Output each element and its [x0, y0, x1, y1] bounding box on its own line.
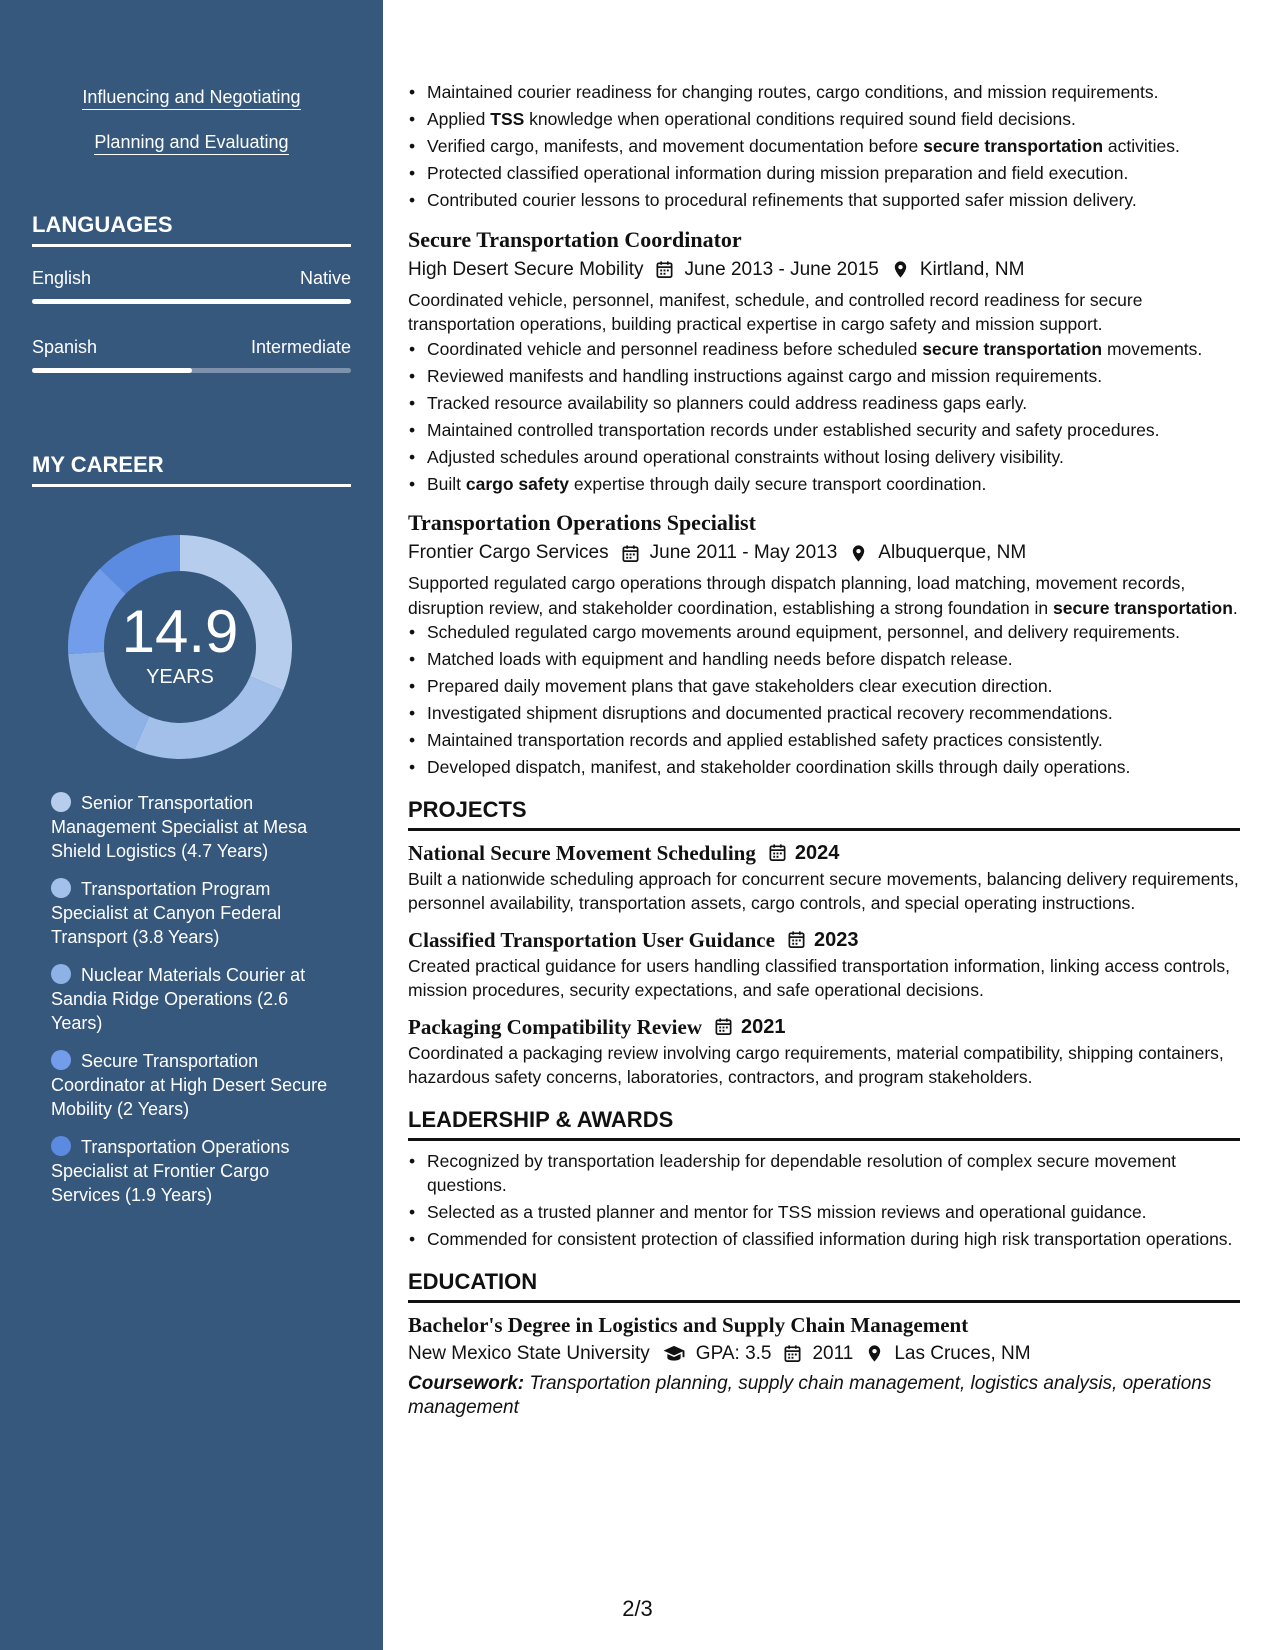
job-summary: Supported regulated cargo operations through dispatch planning, load matching, movement records, disruption review, and stakeholder coordination, establishing a strong foundation in secure transportation. — [408, 573, 1238, 618]
location-pin-icon — [849, 544, 868, 563]
list-item: • Applied TSS knowledge when operational conditions required sound field decisions. — [408, 107, 1240, 132]
project-title: Packaging Compatibility Review — [408, 1014, 702, 1039]
calendar-icon — [787, 930, 806, 949]
list-item: • Reviewed manifests and handling instructions against cargo and mission requirements. — [408, 364, 1240, 389]
career-legend-item: Nuclear Materials Courier at Sandia Ridge Operations (2.6 Years) — [51, 965, 306, 1033]
education-heading: EDUCATION — [408, 1268, 1240, 1303]
language-level: Intermediate — [250, 337, 351, 357]
legend-dot — [51, 878, 71, 898]
list-item: • Developed dispatch, manifest, and stakeholder coordination skills through daily operations. — [408, 755, 1240, 780]
list-item: • Contributed courier lessons to procedural refinements that supported safer mission delivery. — [408, 188, 1240, 213]
career-legend-item: Transportation Operations Specialist at Frontier Cargo Services (1.9 Years) — [51, 1137, 290, 1205]
sidebar — [0, 0, 383, 1650]
skill-item: Influencing and Negotiating — [0, 87, 383, 108]
previous-job-bullets — [408, 80, 1240, 213]
list-item: • Verified cargo, manifests, and movement documentation before secure transportation activities. — [408, 134, 1240, 159]
list-item: • Adjusted schedules around operational constraints without losing delivery visibility. — [408, 445, 1240, 470]
legend-dot — [51, 792, 71, 812]
job-meta — [408, 538, 1240, 568]
list-item: • Commended for consistent protection of classified information during high risk transportation operations. — [408, 1227, 1240, 1252]
graduation-year: 2011 — [812, 1342, 854, 1364]
career-donut-segment — [68, 652, 149, 750]
project-title-row — [408, 926, 1240, 954]
calendar-icon — [714, 1017, 733, 1036]
project-title: National Secure Movement Scheduling — [408, 840, 756, 865]
school-location: Las Cruces, NM — [894, 1342, 1031, 1364]
page-number: 2/3 — [622, 1596, 653, 1621]
job-title: Secure Transportation Coordinator — [408, 226, 742, 252]
school-name: New Mexico State University — [408, 1342, 650, 1364]
location-pin-icon — [891, 260, 910, 279]
project-year: 2023 — [813, 928, 859, 951]
education-meta — [408, 1339, 1240, 1369]
job-meta — [408, 255, 1240, 285]
career-donut-chart — [60, 527, 300, 767]
list-item: • Prepared daily movement plans that gave stakeholders clear execution direction. — [408, 674, 1240, 699]
list-item: • Investigated shipment disruptions and documented practical recovery recommendations. — [408, 701, 1240, 726]
degree-title: Bachelor's Degree in Logistics and Supply Chain Management — [408, 1312, 969, 1337]
calendar-icon — [621, 544, 640, 563]
job-title: Transportation Operations Specialist — [408, 510, 756, 535]
list-item: • Coordinated vehicle and personnel readiness before scheduled secure transportation movements. — [408, 337, 1240, 362]
career-donut-segment — [134, 676, 283, 759]
list-item: • Tracked resource availability so planners could address readiness gaps early. — [408, 391, 1240, 416]
main-content — [408, 0, 1240, 1420]
project-description: Coordinated a packaging review involving cargo requirements, material compatibility, shipping containers, hazardous safety concerns, laboratories, contractors, and program stakeholders. — [408, 1042, 1224, 1087]
language-name: Spanish — [32, 337, 98, 357]
project-title: Classified Transportation User Guidance — [408, 927, 775, 952]
legend-dot — [51, 964, 71, 984]
list-item: • Recognized by transportation leadership for dependable resolution of complex secure movement questions. — [408, 1149, 1240, 1198]
career-legend-item: Secure Transportation Coordinator at High Desert Secure Mobility (2 Years) — [51, 1051, 328, 1119]
job-location: Albuquerque, NM — [878, 542, 1027, 563]
coursework-text: Transportation planning, supply chain management, logistics analysis, operations management — [408, 1372, 1212, 1418]
project-title-row — [408, 1013, 1240, 1041]
job-summary: Coordinated vehicle, personnel, manifest, schedule, and controlled record readiness for secure transportation operations, building practical expertise in cargo safety and mission support. — [408, 289, 1143, 334]
career-legend-item: Transportation Program Specialist at Canyon Federal Transport (3.8 Years) — [51, 879, 282, 947]
project-year: 2021 — [741, 1015, 786, 1038]
legend-dot — [51, 1136, 71, 1156]
skill-item: Planning and Evaluating — [0, 132, 383, 153]
location-pin-icon — [865, 1344, 884, 1363]
language-row — [32, 337, 351, 358]
job-dates: June 2011 - May 2013 — [649, 542, 838, 563]
gpa: GPA: 3.5 — [695, 1342, 772, 1364]
project-year: 2024 — [794, 841, 840, 864]
coursework-label: Coursework: — [408, 1372, 525, 1394]
list-item: • Maintained controlled transportation records under established security and safety procedures. — [408, 418, 1240, 443]
language-proficiency-fill — [32, 299, 351, 304]
list-item: • Protected classified operational information during mission preparation and field execution. — [408, 161, 1240, 186]
language-level: Native — [299, 268, 351, 288]
list-item: • Selected as a trusted planner and mentor for TSS mission reviews and operational guidance. — [408, 1200, 1240, 1225]
graduation-cap-icon — [662, 1344, 686, 1363]
awards-heading: LEADERSHIP & AWARDS — [408, 1106, 1240, 1141]
list-item: • Scheduled regulated cargo movements around equipment, personnel, and delivery requirements. — [408, 620, 1240, 645]
list-item: • Maintained transportation records and applied established safety practices consistently. — [408, 728, 1240, 753]
projects-heading: PROJECTS — [408, 796, 1240, 831]
job-dates: June 2013 - June 2015 — [684, 258, 879, 280]
calendar-icon — [783, 1344, 802, 1363]
company-name: High Desert Secure Mobility — [408, 258, 644, 280]
calendar-icon — [768, 843, 787, 862]
career-total-unit: YEARS — [146, 666, 214, 688]
job-bullets — [408, 337, 1240, 497]
coursework — [408, 1372, 1240, 1420]
project-title-row — [408, 839, 1240, 867]
career-total-years: 14.9 — [121, 598, 239, 665]
language-proficiency-bar — [32, 368, 351, 373]
company-name: Frontier Cargo Services — [408, 542, 609, 563]
calendar-icon — [655, 260, 674, 279]
job-location: Kirtland, NM — [919, 258, 1025, 280]
career-heading: MY CAREER — [32, 452, 351, 487]
project-description: Created practical guidance for users handling classified transportation information, linking access controls, mission procedures, security expectations, and safe operational decisions. — [408, 955, 1230, 1000]
language-row — [32, 268, 351, 289]
list-item: • Matched loads with equipment and handling needs before dispatch release. — [408, 647, 1240, 672]
language-proficiency-fill — [32, 368, 192, 373]
list-item: • Maintained courier readiness for changing routes, cargo conditions, and mission requirements. — [408, 80, 1240, 105]
job-bullets — [408, 620, 1240, 780]
language-proficiency-bar — [32, 299, 351, 304]
language-name: English — [32, 268, 92, 288]
legend-dot — [51, 1050, 71, 1070]
list-item: • Built cargo safety expertise through daily secure transport coordination. — [408, 472, 1240, 497]
project-description: Built a nationwide scheduling approach for concurrent secure movements, balancing delivery requirements, personnel availability, transportation assets, cargo controls, and special operating instructions. — [408, 868, 1239, 913]
career-legend-item: Senior Transportation Management Specialist at Mesa Shield Logistics (4.7 Years) — [51, 793, 308, 861]
awards-list — [408, 1149, 1240, 1252]
languages-heading: LANGUAGES — [32, 212, 351, 247]
